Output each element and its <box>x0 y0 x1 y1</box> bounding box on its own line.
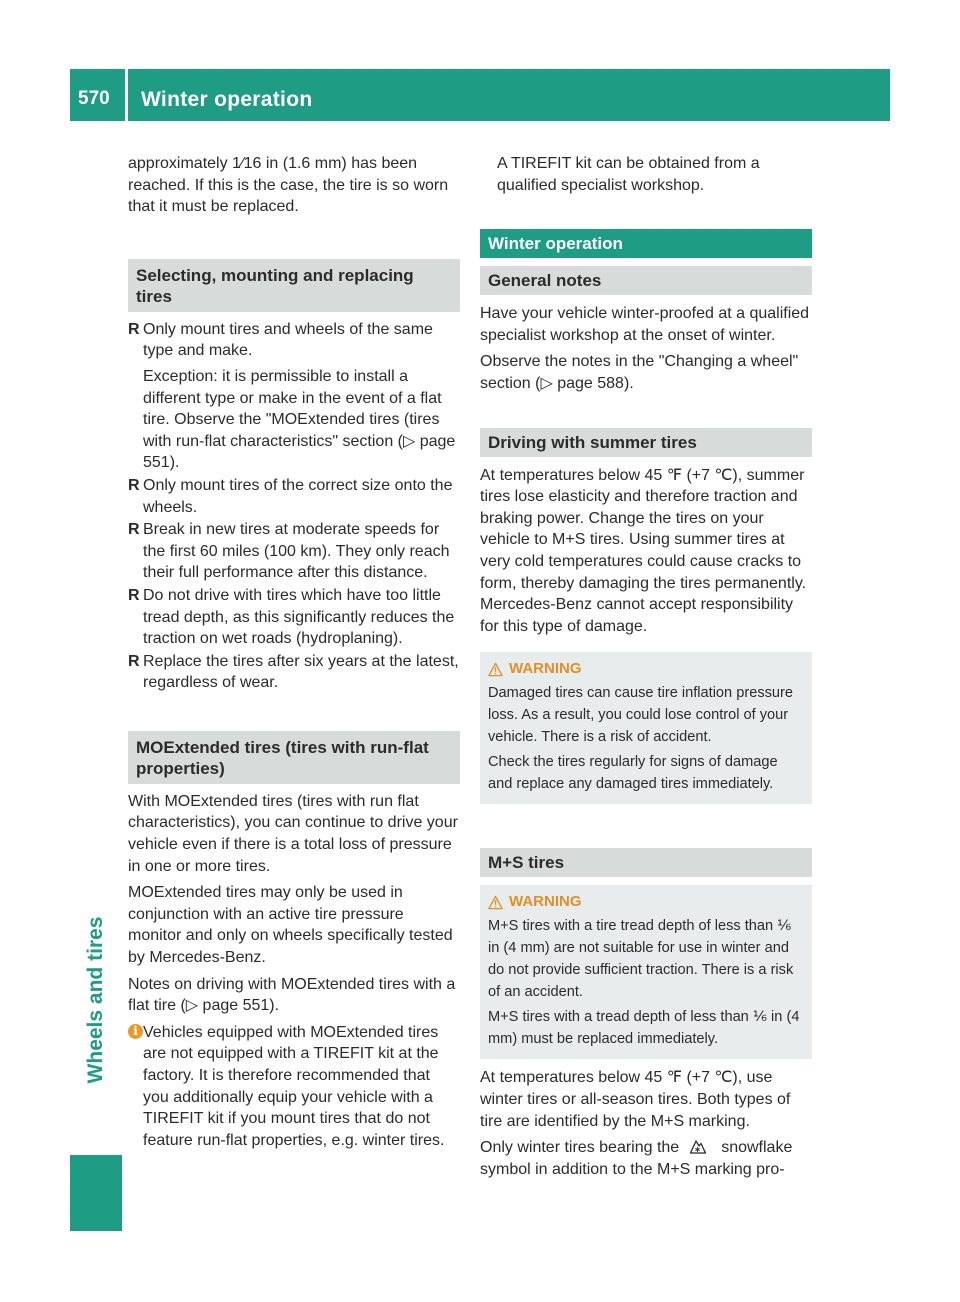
warning-box-ms <box>480 885 812 1059</box>
page-title: Winter operation <box>141 88 313 111</box>
warning-triangle-icon <box>488 662 503 677</box>
bullet-text: Only mount tires and wheels of the same type and make. <box>143 320 433 360</box>
moextended-paragraph-3: Notes on driving with MOExtended tires with a flat tire (▷ page 551). <box>128 975 456 1015</box>
warning-triangle-icon <box>488 895 503 910</box>
snowflake-mountain-icon <box>689 1137 707 1155</box>
info-note <box>128 1022 460 1152</box>
ms-paragraph-2-end: snowflake symbol in addition to the M+S marking pro- <box>480 1139 793 1178</box>
section-heading-summer-tires: Driving with summer tires <box>480 428 812 457</box>
bullet-subtext: Exception: it is permissible to install a different type or make in the event of a flat tire. Observe the "MOExtended tires (tires with run-flat characteristics" section (▷ page 551). <box>143 367 456 472</box>
left-column <box>128 153 460 1151</box>
bullet-text: Do not drive with tires which have too little tread depth, as this significantly reduces the traction on wet roads (hydroplaning). <box>143 586 455 648</box>
ms-paragraph-2 <box>480 1137 812 1180</box>
warning-text-1: Damaged tires can cause tire inflation pressure loss. As a result, you could lose control of your vehicle. There is a risk of accident. <box>488 685 794 746</box>
section-heading-general-notes: General notes <box>480 266 812 295</box>
ms-paragraph-2-start: Only winter tires bearing the <box>480 1139 680 1157</box>
intro-paragraph: approximately 1⁄16 in (1.6 mm) has been reached. If this is the case, the tire is so worn that it must be replaced. <box>128 155 449 216</box>
info-icon: i <box>128 1024 143 1039</box>
side-tab-label: Wheels and tires <box>84 916 107 1084</box>
bullet-text: Replace the tires after six years at the latest, regardless of wear. <box>143 652 459 692</box>
bullet-r: R <box>128 320 140 338</box>
section-heading-selecting: Selecting, mounting and replacing tires <box>128 259 460 312</box>
list-item <box>128 475 460 518</box>
list-item <box>128 519 460 584</box>
list-item <box>128 585 460 650</box>
info-text: Vehicles equipped with MOExtended tires are not equipped with a TIREFIT kit at the factory. It is therefore recommended that you additionally equip your vehicle with a TIREFIT kit if you mount tires that do not feature run-flat properties, e.g. winter tires. <box>143 1023 445 1149</box>
page-number: 570 <box>78 88 110 109</box>
warning-text-2: Check the tires regularly for signs of damage and replace any damaged tires immediately. <box>488 754 778 793</box>
right-column <box>480 153 812 1185</box>
general-paragraph-2: Observe the notes in the "Changing a wheel" section (▷ page 588). <box>480 353 799 392</box>
warning-heading <box>488 891 804 913</box>
bullet-r: R <box>128 521 140 539</box>
bullet-r: R <box>128 586 140 604</box>
moextended-paragraph-2: MOExtended tires may only be used in conjunction with an active tire pressure monitor and only on wheels specifically tested by Mercedes-Benz. <box>128 884 453 967</box>
section-heading-winter-operation: Winter operation <box>480 229 812 258</box>
selecting-bullets <box>128 319 460 694</box>
bullet-r: R <box>128 476 140 494</box>
warning-text-1: M+S tires with a tire tread depth of less than ⅙ in (4 mm) are not suitable for use in winter and do not provide sufficient traction. There is a risk of an accident. <box>488 918 794 1001</box>
info-continuation: A TIREFIT kit can be obtained from a qualified specialist workshop. <box>497 155 760 194</box>
list-item <box>128 319 460 474</box>
warning-heading <box>488 658 804 680</box>
bullet-text: Only mount tires of the correct size onto the wheels. <box>143 476 453 516</box>
bullet-r: R <box>128 652 140 670</box>
side-tab-marker <box>70 1155 122 1231</box>
section-heading-moextended: MOExtended tires (tires with run-flat properties) <box>128 731 460 784</box>
warning-box-summer <box>480 652 812 804</box>
section-heading-ms-tires: M+S tires <box>480 848 812 877</box>
header-divider <box>125 69 128 121</box>
ms-paragraph-1: At temperatures below 45 ℉ (+7 ℃), use winter tires or all-season tires. Both types of tire are identified by the M+S marking. <box>480 1069 791 1130</box>
warning-label: WARNING <box>509 660 582 678</box>
warning-label: WARNING <box>509 893 582 911</box>
moextended-paragraph-1: With MOExtended tires (tires with run flat characteristics), you can continue to drive your vehicle even if there is a total loss of pressure in one or more tires. <box>128 792 458 875</box>
general-paragraph-1: Have your vehicle winter-proofed at a qualified specialist workshop at the onset of winter. <box>480 305 810 344</box>
summer-paragraph: At temperatures below 45 ℉ (+7 ℃), summer tires lose elasticity and therefore traction and braking power. Change the tires on your vehicle to M+S tires. Using summer tires at very cold temperatures could cause cracks to form, thereby damaging the tires permanently. Mercedes-Benz cannot accept responsibility for this type of damage. <box>480 466 807 635</box>
list-item <box>128 651 460 694</box>
bullet-text: Break in new tires at moderate speeds for the first 60 miles (100 km). They only reach their full performance after this distance. <box>143 521 450 582</box>
warning-text-2: M+S tires with a tread depth of less than ⅙ in (4 mm) must be replaced immediately. <box>488 1009 800 1048</box>
